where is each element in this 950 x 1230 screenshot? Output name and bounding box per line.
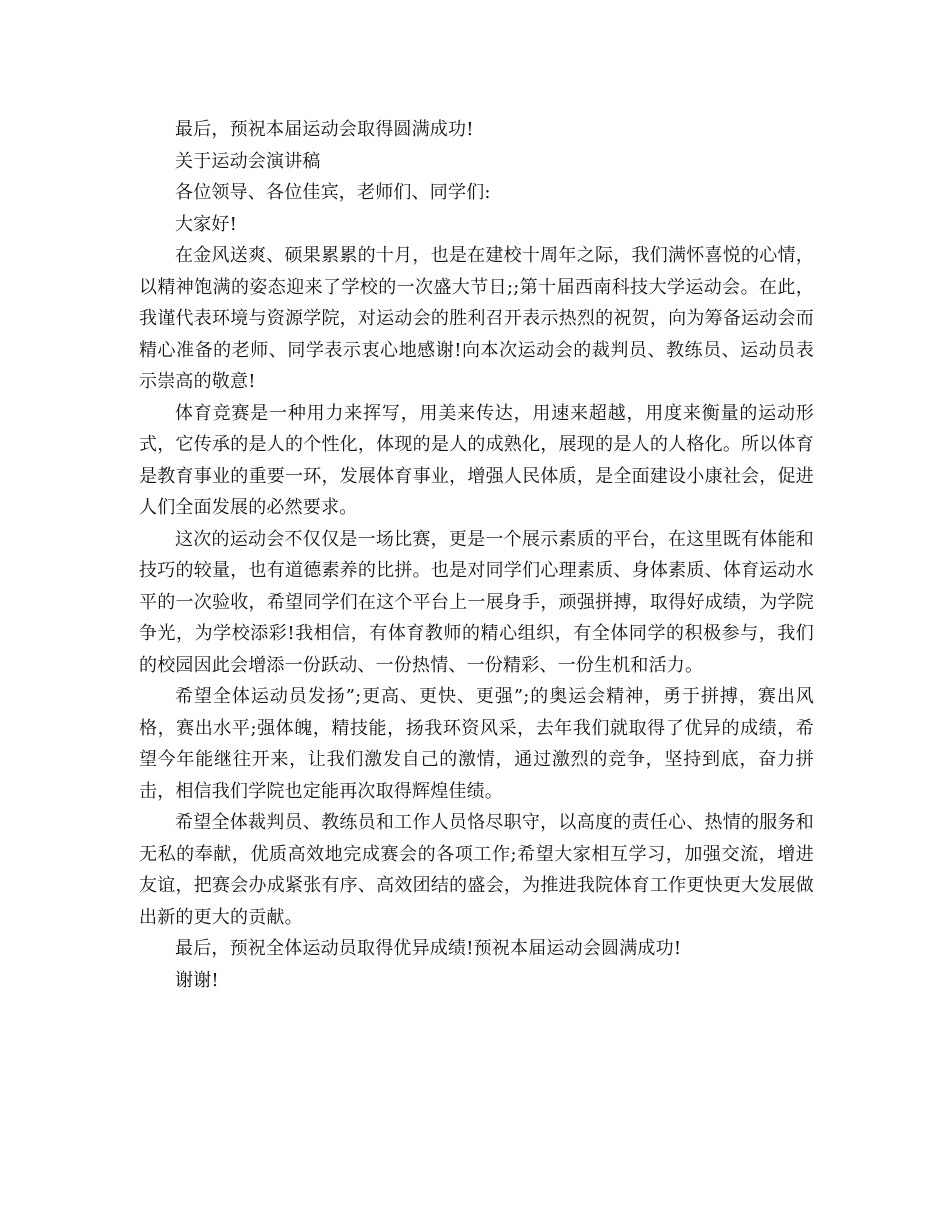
closing-wish-paragraph: 最后，预祝本届运动会取得圆满成功! xyxy=(175,119,474,140)
final-wish-paragraph: 最后，预祝全体运动员取得优异成绩!预祝本届运动会圆满成功! xyxy=(175,938,682,959)
thanks-paragraph: 谢谢! xyxy=(175,969,219,991)
opening-paragraph: 在金风送爽、硕果累累的十月，也是在建校十周年之际，我们满怀喜悦的心情，以精神饱满的姿态迎来了学校的一次盛大节日;;第十届西南科技大学运动会。在此，我谨代表环境与资源学院，对运动会的胜利召开表示热烈的祝贺，向为筹备运动会而精心准备的老师、同学表示衷心地感谢!向本次运动会的裁判员、教练员、运动员表示崇高的敬意! xyxy=(139,245,814,392)
sports-meaning-paragraph: 体育竞赛是一种用力来挥写，用美来传达，用速来超越，用度来衡量的运动形式，它传承的是人的个性化，体现的是人的成熟化，展现的是人的人格化。所以体育是教育事业的重要一环，发展体育事业，增强人民体质，是全面建设小康社会，促进人们全面发展的必然要求。 xyxy=(139,402,814,518)
athletes-hope-paragraph: 希望全体运动员发扬”;更高、更快、更强”;的奥运会精神，勇于拼搏，赛出风格，赛出水平;强体魄，精技能，扬我环资风采，去年我们就取得了优异的成绩，希望今年能继往开来，让我们激发自己的激情，通过激烈的竞争，坚持到底，奋力拼击，相信我们学院也定能再次取得辉煌佳绩。 xyxy=(139,686,814,802)
salutation-paragraph: 各位领导、各位佳宾，老师们、同学们: xyxy=(175,182,491,203)
document-page xyxy=(139,114,814,996)
competition-platform-paragraph: 这次的运动会不仅仅是一场比赛，更是一个展示素质的平台，在这里既有体能和技巧的较量，也有道德素养的比拼。也是对同学们心理素质、身体素质、体育运动水平的一次验收，希望同学们在这个平台上一展身手，顽强拼搏，取得好成绩，为学院争光，为学校添彩!我相信，有体育教师的精心组织，有全体同学的积极参与，我们的校园因此会增添一份跃动、一份热情、一份精彩、一份生机和活力。 xyxy=(139,528,814,676)
staff-hope-paragraph: 希望全体裁判员、教练员和工作人员恪尽职守，以高度的责任心、热情的服务和无私的奉献，优质高效地完成赛会的各项工作;希望大家相互学习，加强交流，增进友谊，把赛会办成紧张有序、高效团结的盛会，为推进我院体育工作更快更大发展做出新的更大的贡献。 xyxy=(139,812,814,928)
speech-title: 关于运动会演讲稿 xyxy=(175,150,321,172)
greeting-paragraph: 大家好! xyxy=(175,213,238,235)
